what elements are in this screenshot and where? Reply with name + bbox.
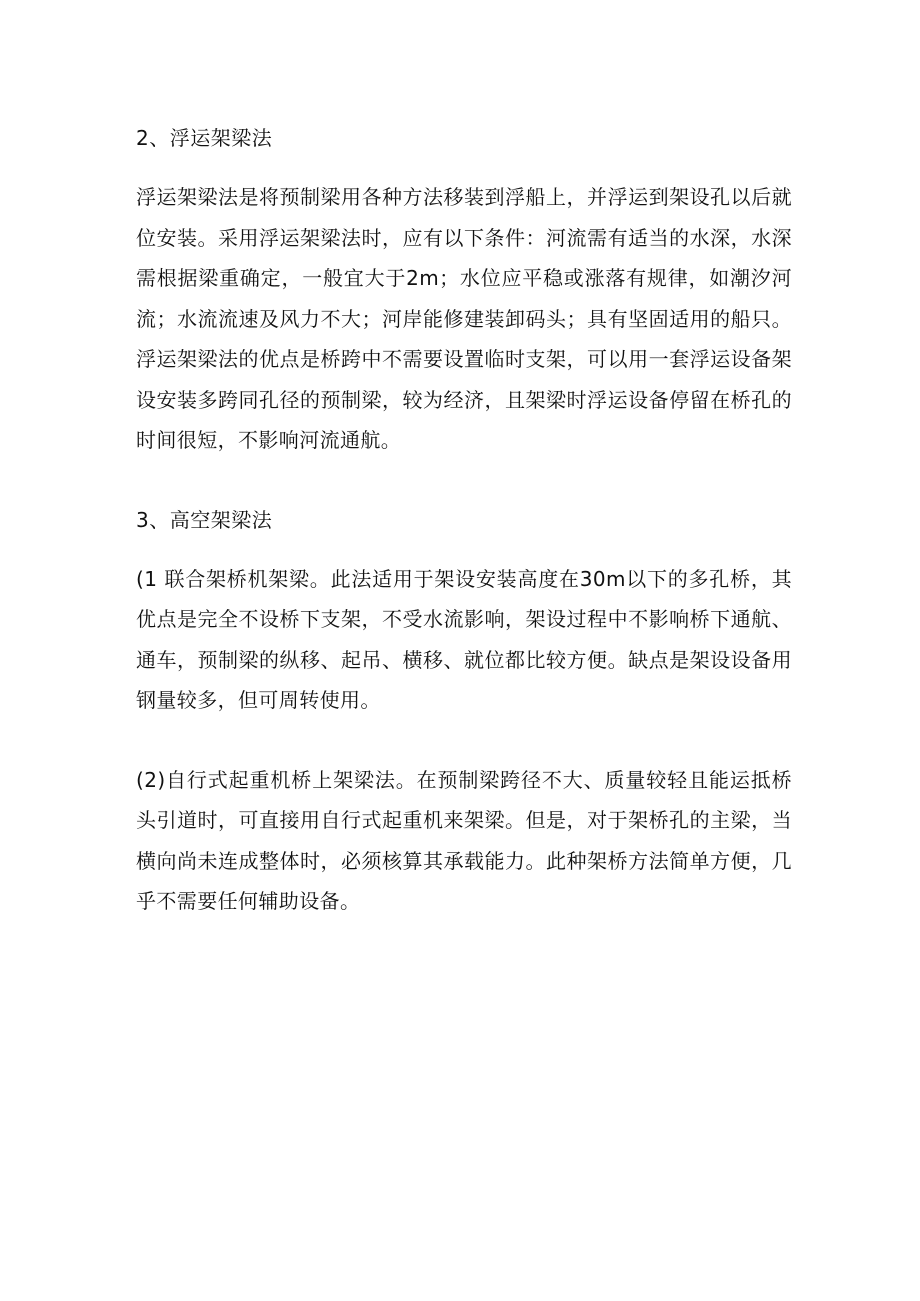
section-2-paragraph: 浮运架梁法是将预制梁用各种方法移装到浮船上，并浮运到架设孔以后就位安装。采用浮运架梁法时，应有以下条件：河流需有适当的水深，水深需根据梁重确定，一般宜大于2m；水位应平稳或涨落有规律，如潮汐河流；水流流速及风力不大；河岸能修建装卸码头；具有坚固适用的船只。浮运架梁法的优点是桥跨中不需要设置临时支架，可以用一套浮运设备架设安装多跨同孔径的预制梁，较为经济，且架梁时浮运设备停留在桥孔的时间很短，不影响河流通航。 xyxy=(136,185,792,452)
section-3-item-2: (2)自行式起重机桥上架梁法。在预制梁跨径不大、质量较轻且能运抵桥头引道时，可直接用自行式起重机来架梁。但是，对于架桥孔的主梁，当横向尚未连成整体时，必须核算其承载能力。此种架桥方法简单方便，几乎不需要任何辅助设备。 xyxy=(136,767,792,913)
section-3-item-1: (1 联合架桥机架梁。此法适用于架设安装高度在30m以下的多孔桥，其优点是完全不设桥下支架，不受水流影响，架设过程中不影响桥下通航、通车，预制梁的纵移、起吊、横移、就位都比较方便。缺点是架设设备用钢量较多，但可周转使用。 xyxy=(136,566,792,712)
section-3-heading: 3、高空架梁法 xyxy=(136,507,273,532)
document-body xyxy=(136,118,792,922)
section-2-heading: 2、浮运架梁法 xyxy=(136,126,273,150)
